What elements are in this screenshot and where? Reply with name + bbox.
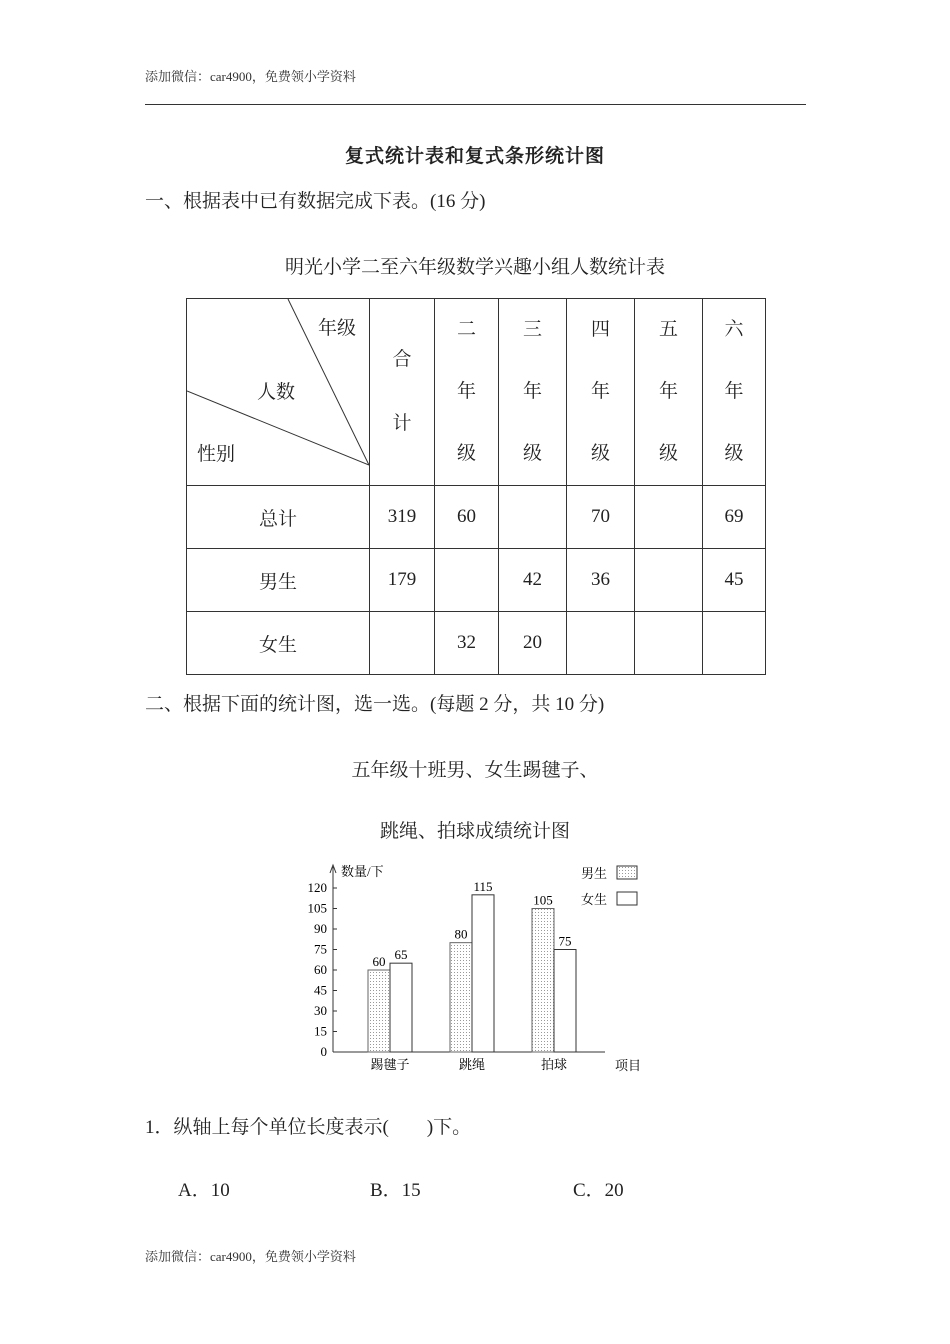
table-cell bbox=[435, 549, 499, 612]
corner-label-gender: 性别 bbox=[197, 444, 236, 465]
row-label: 男生 bbox=[187, 549, 370, 612]
section1-heading: 一、根据表中已有数据完成下表。(16 分) bbox=[145, 191, 486, 212]
col-header-char: 年 bbox=[522, 381, 542, 402]
col-header-char: 年 bbox=[456, 381, 476, 402]
data-label: 60 bbox=[372, 954, 386, 969]
row-label: 总计 bbox=[187, 486, 370, 549]
bar-boys bbox=[450, 943, 472, 1052]
corner-label-count: 人数 bbox=[257, 382, 296, 403]
table-cell bbox=[635, 549, 703, 612]
chart-title-line1: 五年级十班男、女生踢毽子、 bbox=[351, 760, 599, 781]
table-row-total bbox=[187, 486, 766, 549]
col-header-char: 级 bbox=[590, 443, 610, 464]
table-cell bbox=[703, 612, 766, 675]
table-cell bbox=[370, 612, 435, 675]
col-header-char: 年 bbox=[724, 381, 744, 402]
col-header-char: 计 bbox=[392, 413, 412, 434]
col-header-grade4 bbox=[567, 299, 635, 486]
bar-chart bbox=[295, 855, 665, 1080]
col-header-grade5 bbox=[635, 299, 703, 486]
option-a[interactable]: A．10 bbox=[178, 1180, 230, 1201]
legend-label: 男生 bbox=[581, 866, 608, 881]
table-cell: 45 bbox=[703, 549, 766, 612]
table-cell bbox=[567, 612, 635, 675]
col-header-grade6 bbox=[703, 299, 766, 486]
table-cell: 70 bbox=[567, 486, 635, 549]
corner-label-grade: 年级 bbox=[318, 318, 357, 339]
y-tick-label: 75 bbox=[314, 941, 327, 957]
table-row-boys bbox=[187, 549, 766, 612]
data-label: 80 bbox=[454, 926, 468, 942]
y-tick-label: 30 bbox=[314, 1003, 327, 1018]
y-tick-label: 15 bbox=[314, 1023, 327, 1039]
bar-boys bbox=[532, 909, 554, 1053]
option-c[interactable]: C．20 bbox=[573, 1180, 624, 1201]
table-cell bbox=[499, 486, 567, 549]
col-header-char: 五 bbox=[658, 319, 678, 340]
col-header-char: 级 bbox=[456, 443, 476, 464]
table-cell: 42 bbox=[499, 549, 567, 612]
stats-table bbox=[186, 298, 766, 675]
section2-heading: 二、根据下面的统计图，选一选。(每题 2 分，共 10 分) bbox=[145, 694, 605, 715]
y-tick-label: 105 bbox=[307, 900, 327, 916]
table-header-row bbox=[187, 299, 766, 486]
table-cell: 69 bbox=[703, 486, 766, 549]
table-cell: 32 bbox=[435, 612, 499, 675]
col-header-char: 级 bbox=[522, 443, 542, 464]
category-label: 踢毽子 bbox=[370, 1057, 410, 1072]
col-header-char: 级 bbox=[658, 443, 678, 464]
y-axis-label: 数量/下 bbox=[341, 864, 384, 879]
data-label: 65 bbox=[394, 947, 408, 963]
table-cell: 319 bbox=[370, 486, 435, 549]
y-tick-label: 90 bbox=[314, 921, 327, 936]
col-header-char: 二 bbox=[456, 319, 476, 340]
y-tick-label: 120 bbox=[307, 880, 327, 895]
question-1: 1．纵轴上每个单位长度表示( )下。 bbox=[145, 1117, 472, 1138]
bar-girls bbox=[554, 950, 576, 1053]
document-title: 复式统计表和复式条形统计图 bbox=[344, 146, 605, 167]
chart-title-line2: 跳绳、拍球成绩统计图 bbox=[379, 821, 570, 842]
table-cell: 179 bbox=[370, 549, 435, 612]
col-header-char: 合 bbox=[392, 349, 412, 370]
table-row-girls bbox=[187, 612, 766, 675]
bar-girls bbox=[390, 963, 412, 1052]
table-cell: 20 bbox=[499, 612, 567, 675]
data-label: 105 bbox=[533, 892, 553, 908]
table-title: 明光小学二至六年级数学兴趣小组人数统计表 bbox=[284, 257, 665, 278]
header-rule bbox=[145, 104, 806, 105]
corner-header-cell bbox=[187, 299, 370, 486]
bar-girls bbox=[472, 895, 494, 1052]
data-label: 115 bbox=[473, 878, 493, 894]
data-label: 75 bbox=[558, 933, 572, 949]
category-label: 拍球 bbox=[540, 1057, 568, 1072]
col-header-grade2 bbox=[435, 299, 499, 486]
col-header-char: 六 bbox=[724, 319, 744, 340]
col-header-grade3 bbox=[499, 299, 567, 486]
legend-swatch-boys bbox=[617, 866, 637, 879]
table-cell bbox=[635, 612, 703, 675]
table-cell bbox=[635, 486, 703, 549]
header-note: 添加微信：car4900，免费领小学资料 bbox=[145, 69, 356, 84]
category-label: 跳绳 bbox=[458, 1057, 486, 1072]
y-tick-label: 45 bbox=[314, 982, 327, 998]
col-header-char: 级 bbox=[724, 443, 744, 464]
row-label: 女生 bbox=[187, 612, 370, 675]
legend-swatch-girls bbox=[617, 892, 637, 905]
table-cell: 36 bbox=[567, 549, 635, 612]
table-cell: 60 bbox=[435, 486, 499, 549]
option-b[interactable]: B．15 bbox=[370, 1180, 421, 1201]
col-header-char: 三 bbox=[522, 319, 542, 340]
col-header-char: 年 bbox=[658, 381, 678, 402]
legend-label: 女生 bbox=[581, 892, 608, 907]
y-tick-label: 0 bbox=[320, 1044, 327, 1059]
footer-note: 添加微信：car4900，免费领小学资料 bbox=[145, 1249, 356, 1264]
x-axis-label: 项目 bbox=[615, 1058, 642, 1073]
y-tick-label: 60 bbox=[314, 962, 327, 977]
col-header-total bbox=[370, 299, 435, 486]
col-header-char: 年 bbox=[590, 381, 610, 402]
col-header-char: 四 bbox=[590, 319, 610, 340]
bar-boys bbox=[368, 970, 390, 1052]
